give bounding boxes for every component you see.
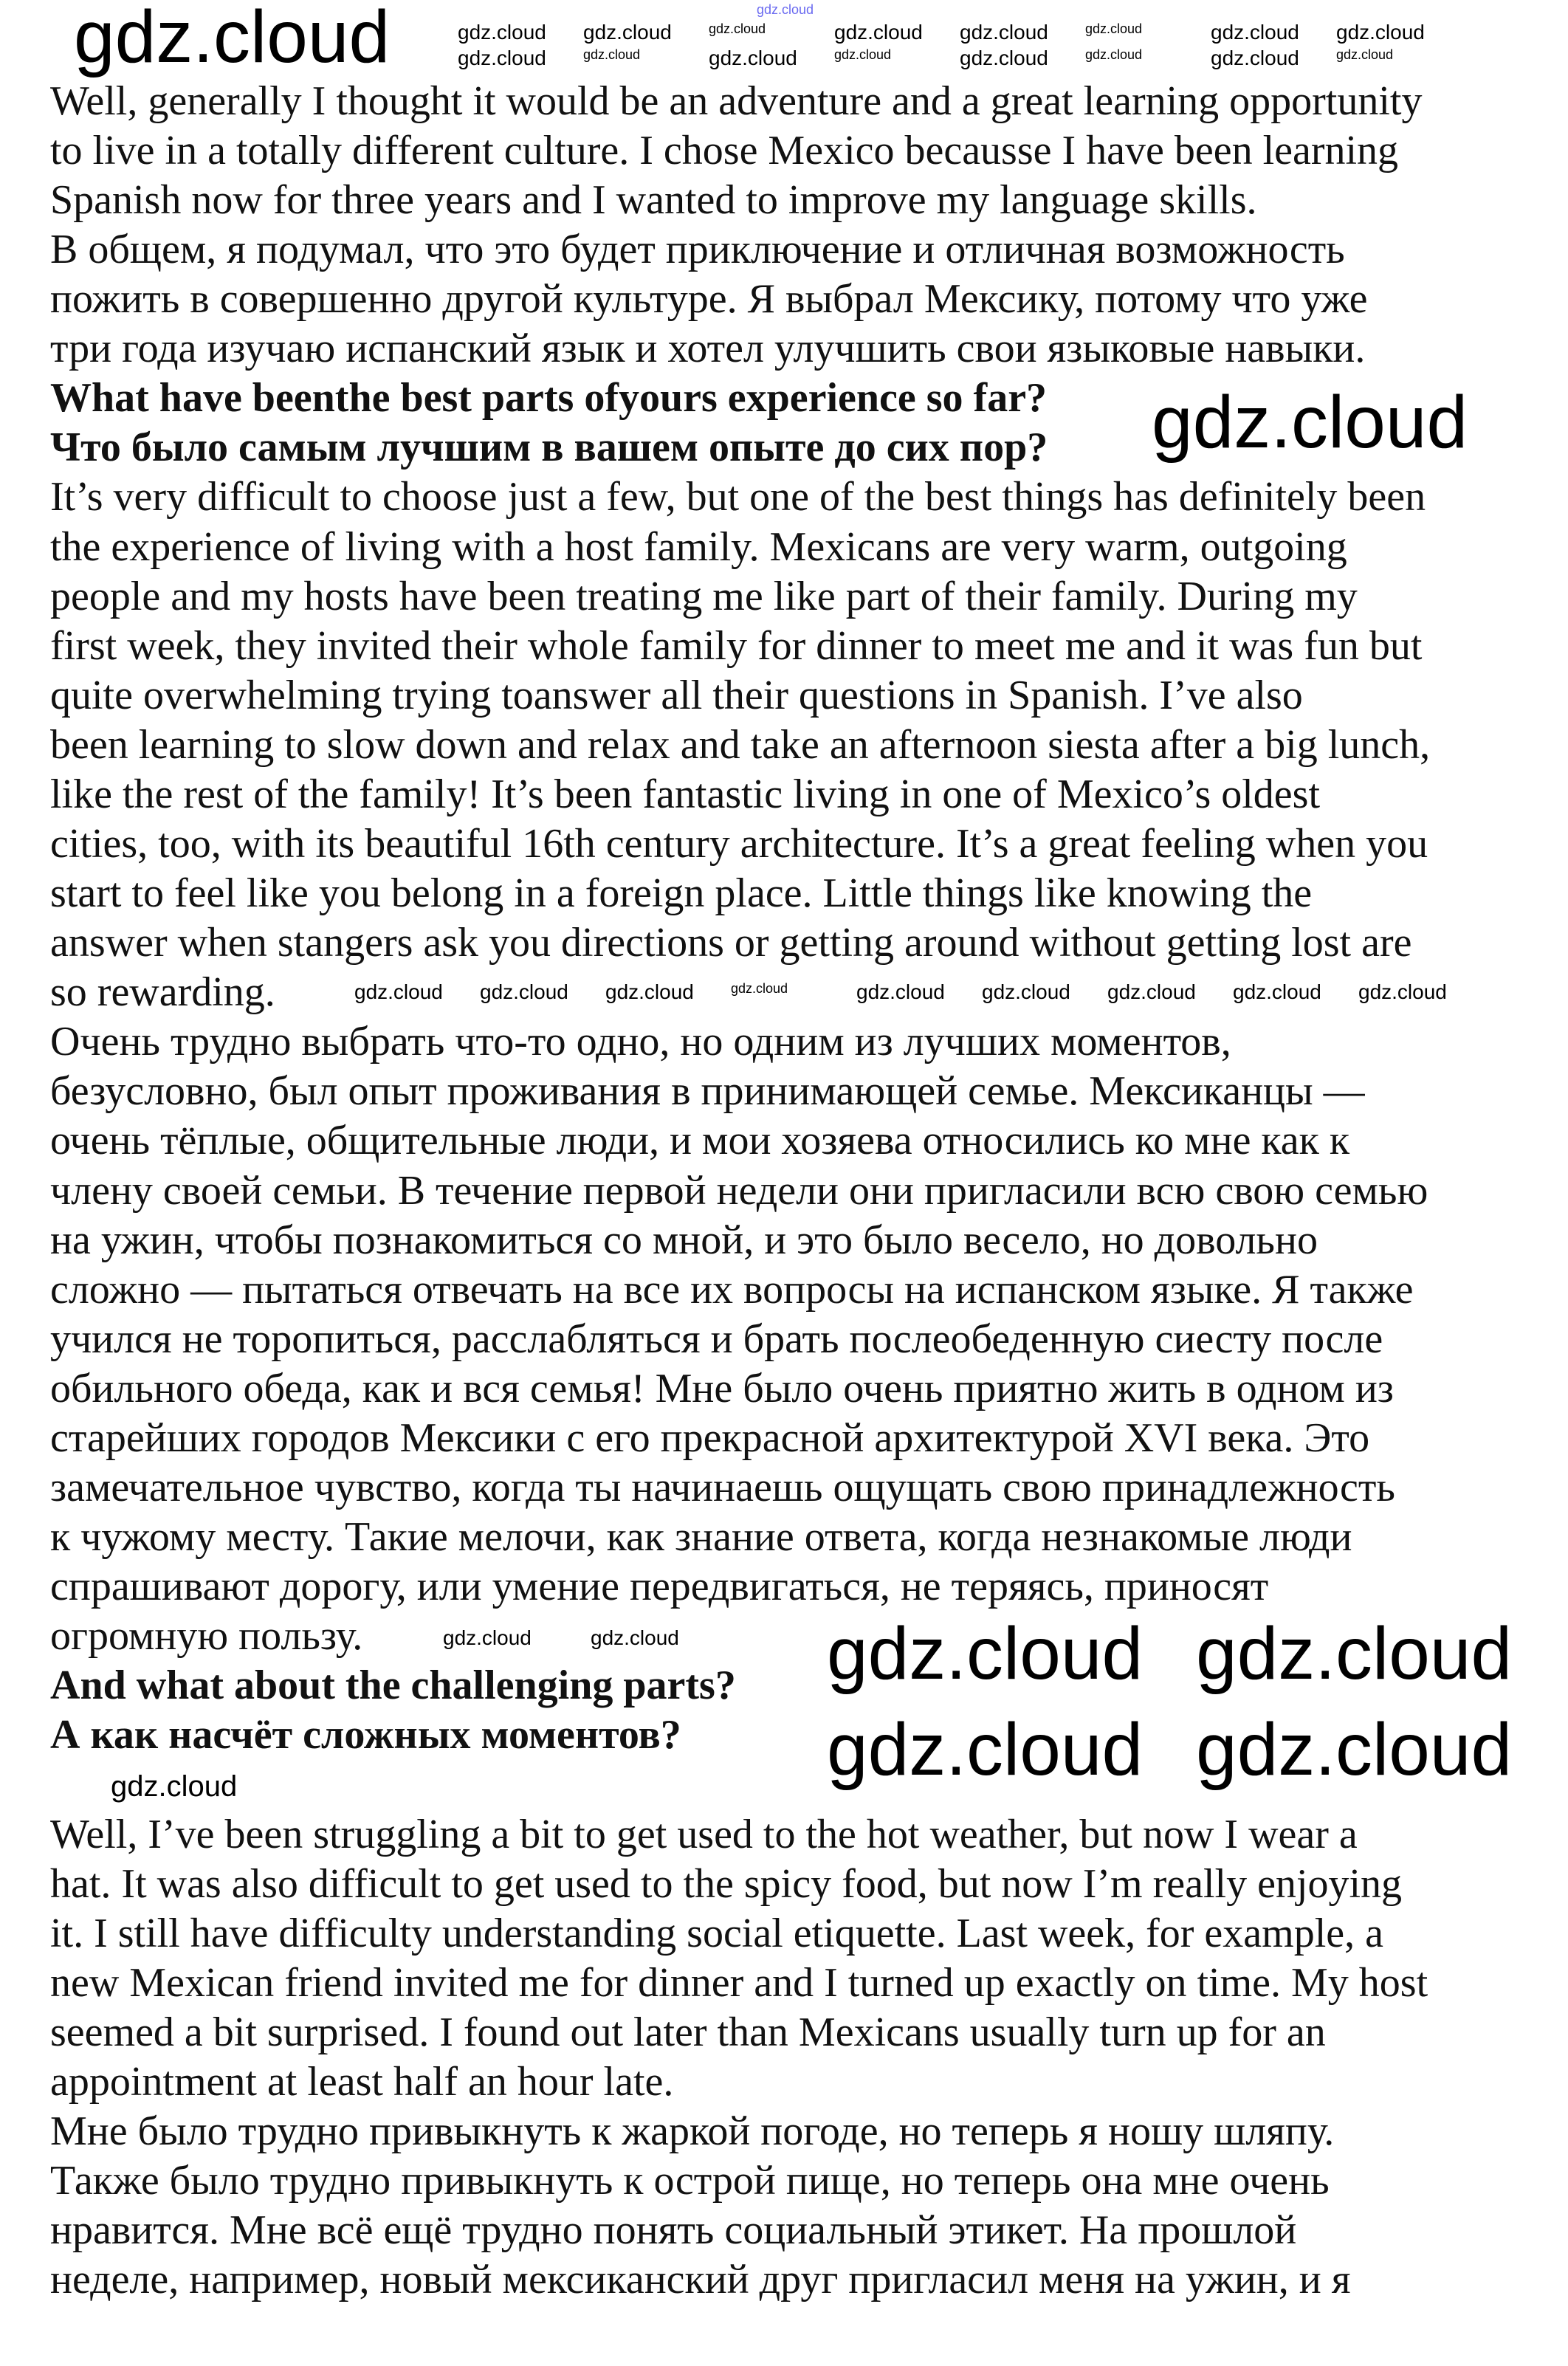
watermark: gdz.cloud	[960, 21, 1048, 44]
text-line: answer when stangers ask you directions or getting around without getting lost are	[50, 920, 1412, 966]
text-line: seemed a bit surprised. I found out later than Mexicans usually turn up for an	[50, 2009, 1326, 2055]
watermark: gdz.cloud	[834, 47, 892, 62]
watermark: gdz.cloud	[443, 1626, 532, 1649]
watermark: gdz.cloud	[1107, 980, 1196, 1003]
watermark: gdz.cloud	[1152, 381, 1468, 464]
watermark: gdz.cloud	[960, 47, 1048, 69]
watermark: gdz.cloud	[856, 980, 945, 1003]
text-line: члену своей семьи. В течение первой недели они пригласили всю свою семью	[50, 1167, 1428, 1214]
watermark: gdz.cloud	[458, 21, 546, 44]
text-line: Well, generally I thought it would be an adventure and a great learning opportunity	[50, 78, 1423, 124]
text-line: Также было трудно привыкнуть к острой пище, но теперь она мне очень	[50, 2158, 1330, 2204]
watermark: gdz.cloud	[458, 47, 546, 69]
text-line: quite overwhelming trying toanswer all their questions in Spanish. I’ve also	[50, 672, 1303, 718]
watermark: gdz.cloud	[827, 1612, 1144, 1695]
watermark: gdz.cloud	[1211, 47, 1299, 69]
text-line: like the rest of the family! It’s been fantastic living in one of Mexico’s oldest	[50, 771, 1321, 817]
watermark: gdz.cloud	[709, 47, 797, 69]
text-line: Spanish now for three years and I wanted to improve my language skills.	[50, 176, 1257, 223]
text-line: It’s very difficult to choose just a few, but one of the best things has definitely been	[50, 474, 1426, 520]
text-line: неделе, например, новый мексиканский друг пригласил меня на ужин, и я	[50, 2257, 1351, 2303]
text-line: учился не торопиться, расслабляться и брать послеобеденную сиесту после	[50, 1316, 1383, 1362]
text-line: пожить в совершенно другой культуре. Я выбрал Мексику, потому что уже	[50, 276, 1368, 323]
text-line: the experience of living with a host family. Mexicans are very warm, outgoing	[50, 523, 1347, 570]
watermark: gdz.cloud	[709, 21, 766, 36]
text-line: people and my hosts have been treating me like part of their family. During my	[50, 573, 1358, 619]
watermark: gdz.cloud	[591, 1626, 679, 1649]
question-heading: Что было самым лучшим в вашем опыте до сих пор?	[50, 424, 1048, 471]
text-line: спрашивают дорогу, или умение передвигаться, не теряясь, приносят	[50, 1564, 1269, 1610]
watermark: gdz.cloud	[731, 981, 788, 996]
text-line: старейших городов Мексики с его прекрасной архитектурой XVI века. Это	[50, 1414, 1370, 1461]
text-line: безусловно, был опыт проживания в принимающей семье. Мексиканцы —	[50, 1068, 1365, 1115]
text-line: Мне было трудно привыкнуть к жаркой погоде, но теперь я ношу шляпу.	[50, 2108, 1335, 2155]
question-heading: And what about the challenging parts?	[50, 1662, 736, 1709]
watermark: gdz.cloud	[583, 21, 672, 44]
watermark: gdz.cloud	[1196, 1612, 1513, 1695]
watermark: gdz.cloud	[1336, 47, 1394, 62]
text-line: so rewarding.	[50, 969, 275, 1016]
text-line: замечательное чувство, когда ты начинаешь ощущать свою принадлежность	[50, 1465, 1395, 1511]
text-line: на ужин, чтобы познакомиться со мной, и это было весело, но довольно	[50, 1217, 1318, 1263]
text-line: три года изучаю испанский язык и хотел улучшить свои языковые навыки.	[50, 326, 1366, 372]
watermark: gdz.cloud	[583, 47, 641, 62]
watermark: gdz.cloud	[834, 21, 923, 44]
text-line: обильного обеда, как и вся семья! Мне было очень приятно жить в одном из	[50, 1365, 1394, 1411]
text-line: appointment at least half an hour late.	[50, 2059, 674, 2105]
text-line: first week, they invited their whole family for dinner to meet me and it was fun but	[50, 622, 1423, 669]
watermark: gdz.cloud	[827, 1708, 1144, 1791]
text-line: it. I still have difficulty understanding social etiquette. Last week, for example, a	[50, 1910, 1383, 1956]
watermark: gdz.cloud	[605, 980, 694, 1003]
watermark: gdz.cloud	[1085, 47, 1143, 62]
watermark: gdz.cloud	[757, 2, 814, 17]
watermark: gdz.cloud	[1085, 21, 1143, 36]
text-line: start to feel like you belong in a foreign place. Little things like knowing the	[50, 870, 1313, 917]
text-line: сложно — пытаться отвечать на все их вопросы на испанском языке. Я также	[50, 1266, 1414, 1313]
text-line: cities, too, with its beautiful 16th century architecture. It’s a great feeling when you	[50, 821, 1428, 867]
watermark: gdz.cloud	[1336, 21, 1425, 44]
text-line: к чужому месту. Такие мелочи, как знание ответа, когда незнакомые люди	[50, 1514, 1352, 1561]
text-line: been learning to slow down and relax and take an afternoon siesta after a big lunch,	[50, 721, 1431, 768]
watermark: gdz.cloud	[74, 0, 391, 78]
text-line: hat. It was also difficult to get used to the spicy food, but now I’m really enjoying	[50, 1860, 1403, 1907]
text-line: new Mexican friend invited me for dinner and I turned up exactly on time. My host	[50, 1959, 1428, 2006]
watermark: gdz.cloud	[480, 980, 568, 1003]
watermark: gdz.cloud	[1211, 21, 1299, 44]
text-line: огромную пользу.	[50, 1613, 363, 1660]
text-line: Очень трудно выбрать что-то одно, но одним из лучших моментов,	[50, 1019, 1231, 1065]
question-heading: А как насчёт сложных моментов?	[50, 1712, 681, 1758]
text-line: очень тёплые, общительные люди, и мои хозяева относились ко мне как к	[50, 1118, 1350, 1164]
text-line: В общем, я подумал, что это будет приключение и отличная возможность	[50, 227, 1345, 273]
text-line: нравится. Мне всё ещё трудно понять социальный этикет. На прошлой	[50, 2207, 1297, 2254]
text-line: Well, I’ve been struggling a bit to get used to the hot weather, but now I wear a	[50, 1811, 1358, 1857]
question-heading: What have beenthe best parts ofyours experience so far?	[50, 375, 1048, 422]
watermark: gdz.cloud	[354, 980, 443, 1003]
watermark: gdz.cloud	[1196, 1708, 1513, 1791]
watermark: gdz.cloud	[1233, 980, 1321, 1003]
watermark: gdz.cloud	[1358, 980, 1447, 1003]
watermark: gdz.cloud	[111, 1770, 238, 1803]
watermark: gdz.cloud	[982, 980, 1070, 1003]
text-line: to live in a totally different culture. I chose Mexico becausse I have been learning	[50, 127, 1399, 173]
